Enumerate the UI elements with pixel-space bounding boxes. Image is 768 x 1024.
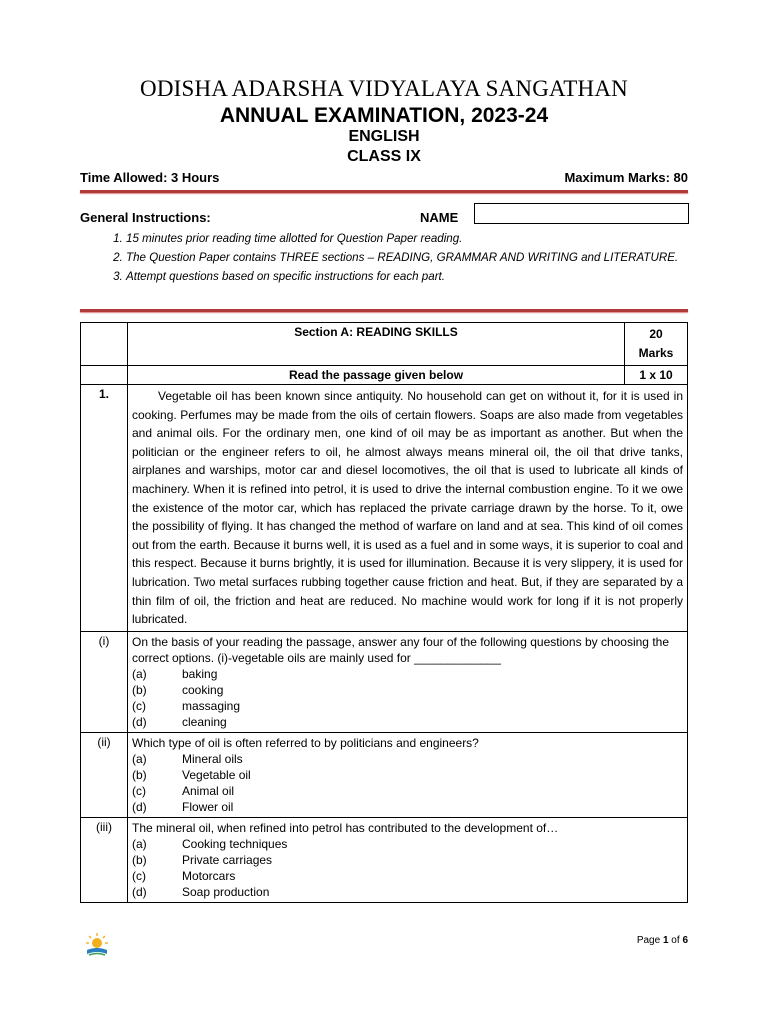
option-d[interactable]: (d) cleaning (132, 714, 227, 729)
general-instructions-title: General Instructions: (80, 210, 211, 225)
passage-instruction: Read the passage given below (128, 366, 625, 385)
question-text: The mineral oil, when refined into petrol has contributed to the development of… (132, 820, 559, 835)
subquestion (128, 817, 688, 902)
name-field[interactable] (474, 203, 689, 224)
sun-book-logo-icon (84, 932, 110, 958)
option-a[interactable]: (a) Cooking techniques (132, 836, 288, 851)
divider-top (80, 190, 688, 193)
time-allowed: Time Allowed: 3 Hours (80, 170, 220, 185)
organization-title: ODISHA ADARSHA VIDYALAYA SANGATHAN (140, 76, 628, 101)
instruction-item: 3. Attempt questions based on specific instructions for each part. (126, 267, 688, 286)
maximum-marks: Maximum Marks: 80 (564, 170, 688, 185)
question-table (80, 322, 688, 903)
instruction-item: 1. 15 minutes prior reading time allotted for Question Paper reading. (126, 229, 688, 248)
subquestion-number: (i) (81, 631, 128, 732)
subquestion-number: (iii) (81, 817, 128, 902)
name-label: NAME (420, 210, 459, 225)
divider-bottom (80, 309, 688, 312)
option-d[interactable]: (d) Soap production (132, 884, 270, 899)
subquestion (128, 732, 688, 817)
option-b[interactable]: (b) Private carriages (132, 852, 273, 867)
option-c[interactable]: (c) Motorcars (132, 868, 236, 883)
reading-passage: Vegetable oil has been known since antiquity. No household can get on without it, for it is used in cooking. Perfumes may be made from the oils of certain flowers. Soaps are also made from vegetables and animal oils. For the ordinary men, one kind of oil may be as important as another. But when the politician or the engineer refers to oil, he almost always means mineral oil, the oil that drive tanks, airplanes and warships, motor car and diesel locomotives, the oil that is used to lubricate all kinds of machinery. When it is refined into petrol, it is used to drive the internal combustion engine. To it we owe the existence of the motor car, which has replaced the private carriage drawn by the horse. To it, owe the possibility of flying. It has changed the method of warfare on land and at sea. This kind of oil comes out from the earth. Because it burns well, it is used as a fuel and in some ways, it is superior to coal and this respect. Because it burns brightly, it is used for illumination. Because it is very slippery, it is used for lubrication. Two metal surfaces rubbing together cause friction and heat. But, if they are separated by a thin film of oil, the friction and heat are reduced. No machine would work for long if it is not properly lubricated. (128, 385, 688, 632)
question-text: Which type of oil is often referred to by politicians and engineers? (132, 735, 479, 750)
instructions-list (80, 229, 688, 286)
exam-title: ANNUAL EXAMINATION, 2023-24 (219, 104, 549, 127)
option-a[interactable]: (a) baking (132, 666, 218, 681)
question-number: 1. (81, 385, 128, 632)
section-marks-number: 20 (649, 327, 663, 341)
option-a[interactable]: (a) Mineral oils (132, 751, 243, 766)
subject-title: ENGLISH (348, 128, 420, 145)
class-title: CLASS IX (347, 148, 421, 165)
subquestion (128, 631, 688, 732)
option-b[interactable]: (b) cooking (132, 682, 224, 697)
section-marks (625, 323, 688, 366)
empty-cell (81, 323, 128, 366)
option-b[interactable]: (b) Vegetable oil (132, 767, 251, 782)
page-indicator: Page 1 of 6 (636, 935, 688, 946)
section-marks-label: Marks (638, 346, 674, 360)
passage-marks: 1 x 10 (625, 366, 688, 385)
instruction-item: 2. The Question Paper contains THREE sections – READING, GRAMMAR AND WRITING and LITERATURE. (126, 248, 688, 267)
subquestion-number: (ii) (81, 732, 128, 817)
option-c[interactable]: (c) Animal oil (132, 783, 235, 798)
section-title: Section A: READING SKILLS (128, 323, 625, 366)
option-d[interactable]: (d) Flower oil (132, 799, 234, 814)
option-c[interactable]: (c) massaging (132, 698, 241, 713)
empty-cell (81, 366, 128, 385)
question-text: On the basis of your reading the passage, answer any four of the following questions by choosing the correct options. (i)-vegetable oils are mainly used for _____________ (132, 634, 669, 665)
